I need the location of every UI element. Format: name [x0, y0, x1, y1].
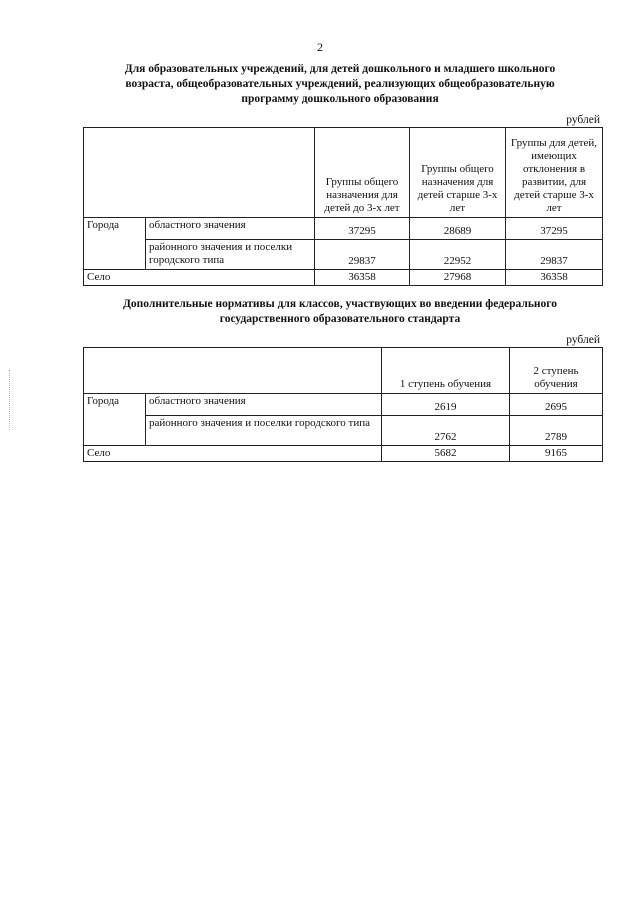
village-label: Село — [84, 446, 382, 462]
table-row — [84, 240, 603, 270]
value-cell: 36358 — [315, 270, 410, 286]
section1-table — [83, 127, 603, 286]
value-cell: 28689 — [410, 218, 506, 240]
value-cell: 5682 — [382, 446, 510, 462]
section2-heading — [80, 297, 600, 327]
table-row — [84, 394, 603, 416]
value-cell: 29837 — [506, 240, 603, 270]
margin-scan-line — [9, 370, 10, 430]
header-col-1: 1 ступень обучения — [382, 348, 510, 394]
value-cell: 36358 — [506, 270, 603, 286]
section2-heading-line-1: Дополнительные нормативы для классов, участвующих во введении федерального — [123, 298, 557, 310]
value-cell: 2695 — [510, 394, 603, 416]
table-row — [84, 218, 603, 240]
section1-unit: рублей — [566, 114, 600, 126]
table-row — [84, 270, 603, 286]
table-header-row — [84, 128, 603, 218]
header-col-2: 2 ступень обучения — [510, 348, 603, 394]
value-cell: 9165 — [510, 446, 603, 462]
page-number: 2 — [317, 40, 323, 54]
table-header-row — [84, 348, 603, 394]
village-label: Село — [84, 270, 315, 286]
section1-heading — [80, 62, 600, 107]
value-cell: 37295 — [506, 218, 603, 240]
value-cell: 2789 — [510, 416, 603, 446]
header-empty-cell — [84, 348, 382, 394]
header-col-2: Группы общего назначения для детей старше 3-х лет — [410, 128, 506, 218]
district-label: районного значения и поселки городского типа — [146, 240, 315, 270]
section2-table — [83, 347, 603, 462]
table-row — [84, 446, 603, 462]
value-cell: 27968 — [410, 270, 506, 286]
regional-label: областного значения — [146, 218, 315, 240]
header-empty-cell — [84, 128, 315, 218]
section2-heading-line-2: государственного образовательного стандарта — [219, 313, 461, 325]
section1-heading-line-1: Для образовательных учреждений, для детей дошкольного и младшего школьного — [124, 63, 556, 75]
section2-unit: рублей — [566, 334, 600, 346]
header-col-3: Группы для детей, имеющих отклонения в развитии, для детей старше 3-х лет — [506, 128, 603, 218]
value-cell: 2619 — [382, 394, 510, 416]
section1-heading-line-3: программу дошкольного образования — [241, 93, 439, 105]
cities-label: Города — [84, 218, 146, 270]
header-col-1: Группы общего назначения для детей до 3-х лет — [315, 128, 410, 218]
value-cell: 37295 — [315, 218, 410, 240]
value-cell: 2762 — [382, 416, 510, 446]
district-label: районного значения и поселки городского типа — [146, 416, 382, 446]
value-cell: 22952 — [410, 240, 506, 270]
value-cell: 29837 — [315, 240, 410, 270]
regional-label: областного значения — [146, 394, 382, 416]
cities-label: Города — [84, 394, 146, 446]
table-row — [84, 416, 603, 446]
section1-heading-line-2: возраста, общеобразовательных учреждений, реализующих общеобразовательную — [125, 78, 555, 90]
